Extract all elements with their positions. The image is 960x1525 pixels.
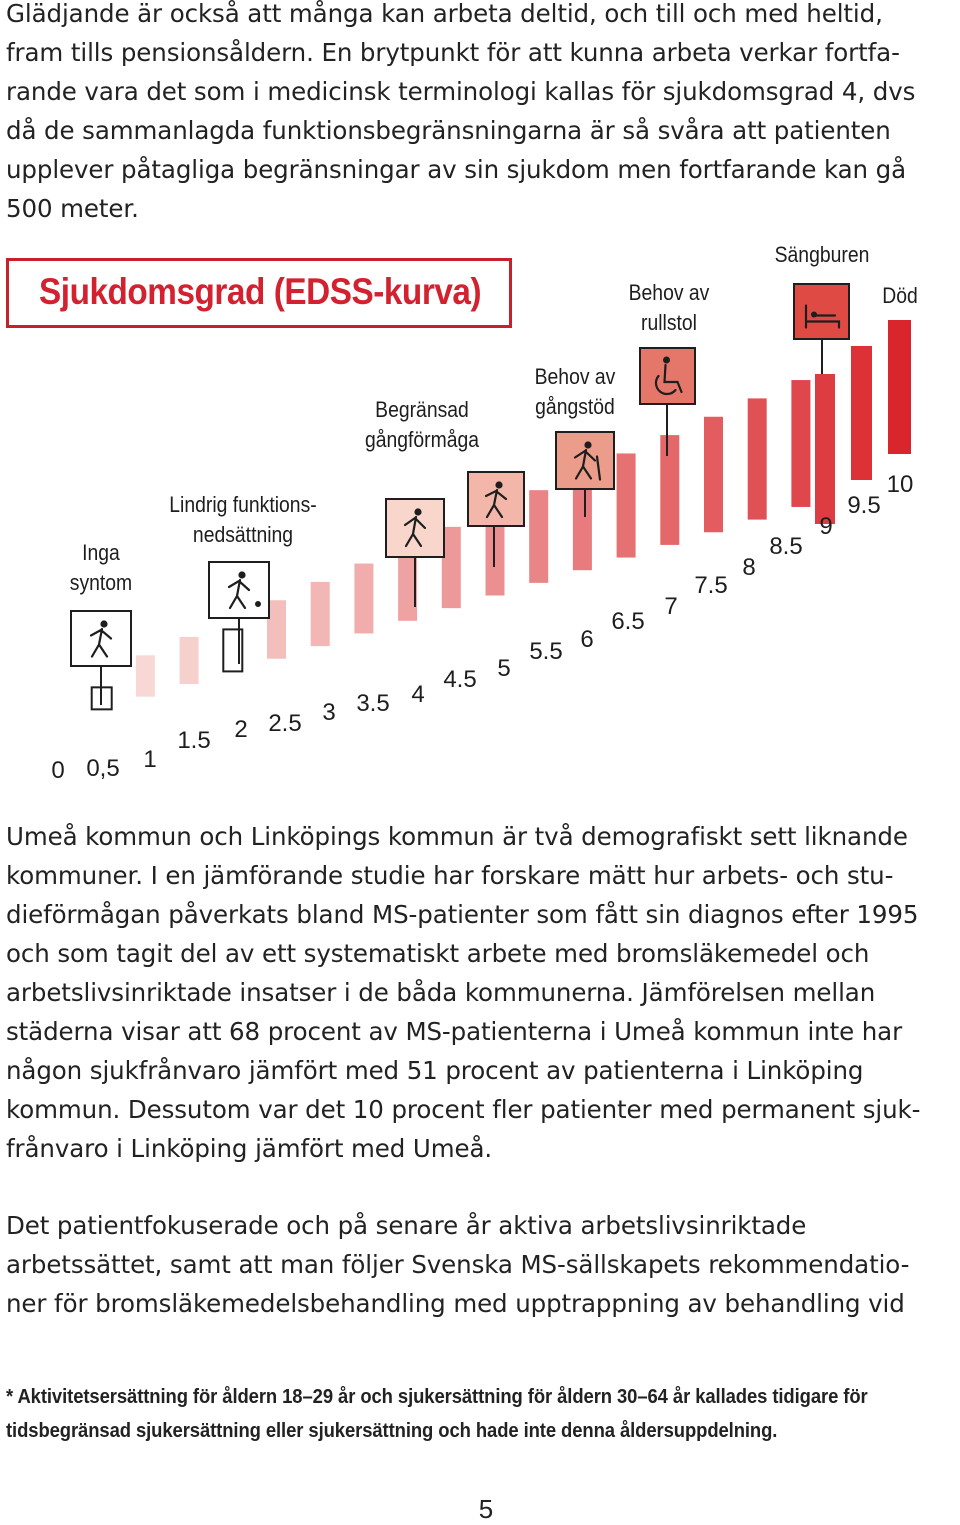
tick-label: 1 — [143, 746, 157, 773]
footnote-line: tidsbegränsad sjukersättning eller sjukersättning och hade inte denna åldersuppdelning. — [6, 1419, 778, 1442]
stage-label-line: Lindrig funktions- — [169, 492, 317, 517]
walking-person-icon — [386, 499, 444, 557]
stage-label-line: Behov av — [628, 280, 710, 305]
tick-label: 4.5 — [443, 666, 477, 693]
text-line: städerna visar att 68 procent av MS-patienterna i Umeå kommun inte har — [6, 1017, 903, 1046]
bar-1-5 — [180, 637, 199, 684]
text-line: arbetssättet, samt att man följer Svenska MS-sällskapets rekommendatio- — [6, 1250, 910, 1279]
tick-label: 8 — [742, 554, 756, 581]
middle-paragraph — [6, 817, 956, 1168]
bar-8-5 — [791, 380, 810, 507]
running-person-icon — [71, 611, 131, 666]
bar-7 — [660, 435, 679, 545]
footnote-line: * Aktivitetsersättning för åldern 18–29 år och sjukersättning för åldern 30–64 år kallades tidigare för — [6, 1385, 868, 1408]
bar-6-5 — [617, 453, 636, 557]
intro-paragraph — [6, 0, 956, 228]
text-line: fram tills pensionsåldern. En brytpunkt för att kunna arbeta verkar fortfa- — [6, 38, 900, 67]
text-line: Umeå kommun och Linköpings kommun är två demografiskt sett liknande — [6, 822, 908, 851]
text-line: någon sjukfrånvaro jämfört med 51 procent av patienterna i Linköping — [6, 1056, 864, 1085]
tick-label: 0,5 — [86, 755, 120, 782]
page-number: 5 — [478, 1494, 494, 1524]
stage-label-line: gångstöd — [535, 394, 615, 419]
stage-label — [734, 240, 910, 270]
text-line: arbetslivsinriktade insatser i de båda kommunerna. Jämförelsen mellan — [6, 978, 876, 1007]
bar-7-5 — [704, 417, 723, 533]
bar-9-5 — [851, 346, 872, 480]
stage-label — [487, 362, 663, 422]
bar-9 — [815, 374, 835, 524]
text-line: kommuner. I en jämförande studie har forskare mätt hur arbets- och stu- — [6, 861, 894, 890]
stage-label-line: Sängburen — [774, 242, 870, 267]
footnote — [6, 1380, 870, 1448]
tick-label: 0 — [51, 757, 65, 784]
bar-3 — [311, 582, 330, 646]
walking-cane-icon — [556, 432, 614, 489]
text-line: dieförmågan påverkats bland MS-patienter som fått sin diagnos efter 1995 — [6, 900, 919, 929]
chart-title: Sjukdomsgrad (EDSS-kurva) — [39, 271, 482, 312]
bar-3-5 — [354, 564, 373, 634]
stage-label-line: Inga — [82, 540, 120, 565]
bar-10 — [888, 320, 911, 454]
text-line: kommun. Dessutom var det 10 procent fler patienter med permanent sjuk- — [6, 1095, 921, 1124]
tick-label: 9 — [819, 513, 833, 540]
text-line: upplever påtagliga begränsningar av sin sjukdom men fortfarande kan gå — [6, 155, 907, 184]
tick-label: 7.5 — [694, 572, 728, 599]
tick-label: 6.5 — [611, 608, 645, 635]
stage-label-line: syntom — [69, 570, 133, 595]
text-line: 500 meter. — [6, 194, 139, 223]
text-line: Glädjande är också att många kan arbeta deltid, och till och med heltid, — [6, 0, 883, 28]
tick-label: 4 — [411, 681, 425, 708]
tick-label: 8.5 — [769, 533, 803, 560]
stage-label-line: Behov av — [534, 364, 616, 389]
text-line: frånvaro i Linköping jämfört med Umeå. — [6, 1134, 493, 1163]
stage-label-line: Begränsad — [375, 397, 469, 422]
stage-label — [812, 281, 960, 311]
tick-label: 5.5 — [529, 638, 563, 665]
stage-label-line: rullstol — [641, 310, 697, 335]
tick-label: 3 — [322, 699, 336, 726]
text-line: ner för bromsläkemedelsbehandling med upptrappning av behandling vid — [6, 1289, 905, 1318]
text-line: då de sammanlagda funktionsbegränsningarna är så svåra att patienten — [6, 116, 891, 145]
stage-label — [581, 278, 757, 338]
text-line: Det patientfokuserade och på senare år aktiva arbetslivsinriktade — [6, 1211, 807, 1240]
running-person-ball-icon — [209, 562, 269, 618]
tick-label: 6 — [580, 626, 594, 653]
tick-label: 9.5 — [847, 492, 881, 519]
text-line: och som tagit del av ett systematiskt arbete med bromsläkemedel och — [6, 939, 870, 968]
edss-chart — [0, 236, 960, 796]
stage-label-line: nedsättning — [192, 522, 294, 547]
stage-label — [155, 490, 331, 550]
bar-5-5 — [529, 490, 548, 583]
stage-label — [334, 395, 510, 455]
tick-label: 10 — [886, 471, 914, 498]
tick-label: 5 — [497, 655, 511, 682]
tick-label: 1.5 — [177, 727, 211, 754]
text-line: rande vara det som i medicinsk terminologi kallas för sjukdomsgrad 4, dvs — [6, 77, 916, 106]
stage-label-line: gångförmåga — [364, 427, 480, 452]
tick-label: 3.5 — [356, 690, 390, 717]
last-paragraph — [6, 1206, 956, 1323]
icons-layer — [71, 284, 849, 666]
tick-label: 7 — [664, 593, 678, 620]
tick-label: 2.5 — [268, 710, 302, 737]
bar-8 — [748, 398, 767, 519]
bar-1 — [136, 655, 155, 696]
stage-label-line: Död — [882, 283, 918, 308]
tick-label: 2 — [234, 716, 248, 743]
walking-person-icon — [468, 472, 524, 526]
